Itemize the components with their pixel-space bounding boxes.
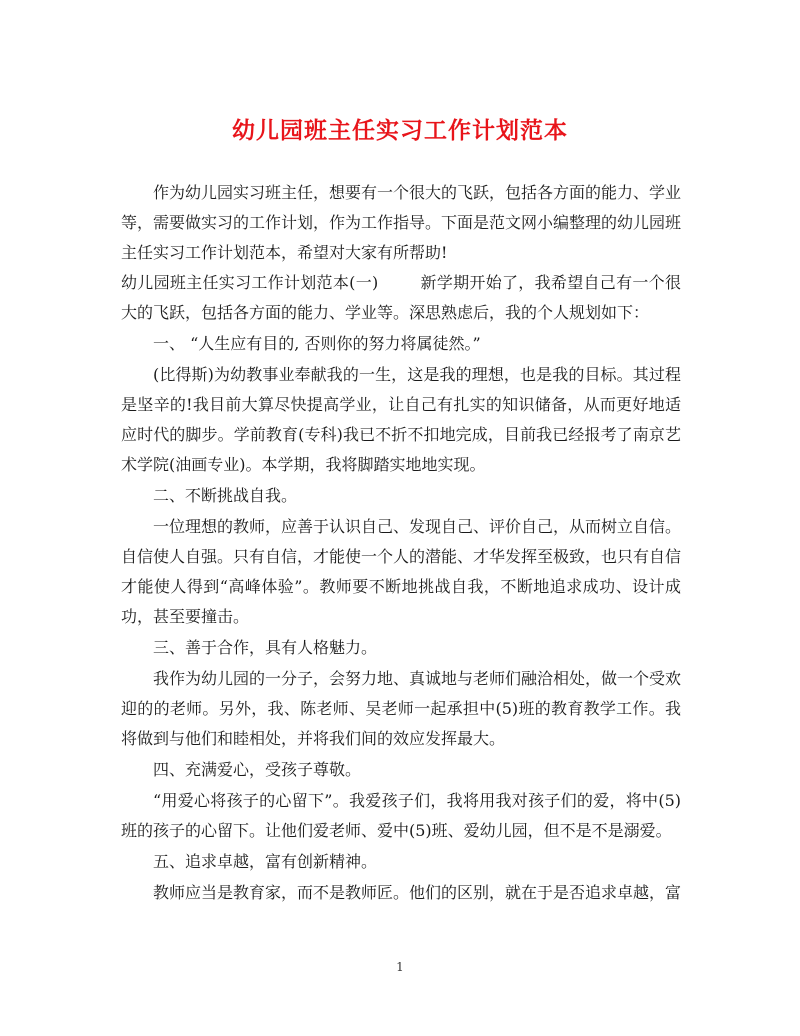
item4-text: “用爱心将孩子的心留下”。我爱孩子们，我将用我对孩子们的爱，将中(5)班的孩子的心留下。让他们爱老师、爱中(5)班、爱幼儿园，但不是不是溺爱。 [121, 791, 681, 840]
item1-text: (比得斯)为幼教事业奉献我的一生，这是我的理想，也是我的目标。其过程是坚辛的!我目前大算尽快提高学业，让自己有扎实的知识储备，从而更好地适应时代的脚步。学前教育(专科)我已不折不扣地完成，目前我已经报考了南京艺术学院(油画专业)。本学期，我将脚踏实地地实现。 [121, 365, 681, 474]
page-number: 1 [396, 960, 404, 974]
intro-paragraph: 作为幼儿园实习班主任，想要有一个很大的飞跃，包括各方面的能力、学业等，需要做实习的工作计划，作为工作指导。下面是范文网小编整理的幼儿园班主任实习工作计划范本，希望对大家有所帮助! [121, 183, 682, 262]
item3-text: 我作为幼儿园的一分子，会努力地、真诚地与老师们融洽相处，做一个受欢迎的的老师。另外，我、陈老师、吴老师一起承担中(5)班的教育教学工作。我将做到与他们和睦相处，并将我们间的效应发挥最大。 [121, 669, 682, 748]
document-body [121, 178, 681, 908]
section1-title: 幼儿园班主任实习工作计划范本(一) [121, 273, 379, 292]
item5-text: 教师应当是教育家，而不是教师匠。他们的区别，就在于是否追求卓越，富 [153, 883, 682, 902]
document-title: 幼儿园班主任实习工作计划范本 [232, 117, 568, 144]
item5-heading: 五、追求卓越，富有创新精神。 [153, 852, 378, 871]
item1-heading: 一、 “人生应有目的, 否则你的努力将属徒然。” [153, 334, 481, 353]
item2-text: 一位理想的教师，应善于认识自己、发现自己、评价自己，从而树立自信。自信使人自强。只有自信，才能使一个人的潜能、才华发挥至极致，也只有自信才能使人得到“高峰体验”。教师要不断地挑战自我，不断地追求成功、设计成功，甚至要撞击。 [121, 517, 682, 626]
section1-lead: 新学期开始了，我希望自己有一个很大的飞跃，包括各方面的能力、学业等。深思熟虑后，我的个人规划如下： [121, 273, 681, 322]
item4-heading: 四、充满爱心，受孩子尊敬。 [153, 760, 362, 779]
item2-heading: 二、不断挑战自我。 [153, 486, 298, 505]
section1-paragraph [121, 268, 681, 328]
item3-heading: 三、善于合作，具有人格魅力。 [153, 638, 378, 657]
